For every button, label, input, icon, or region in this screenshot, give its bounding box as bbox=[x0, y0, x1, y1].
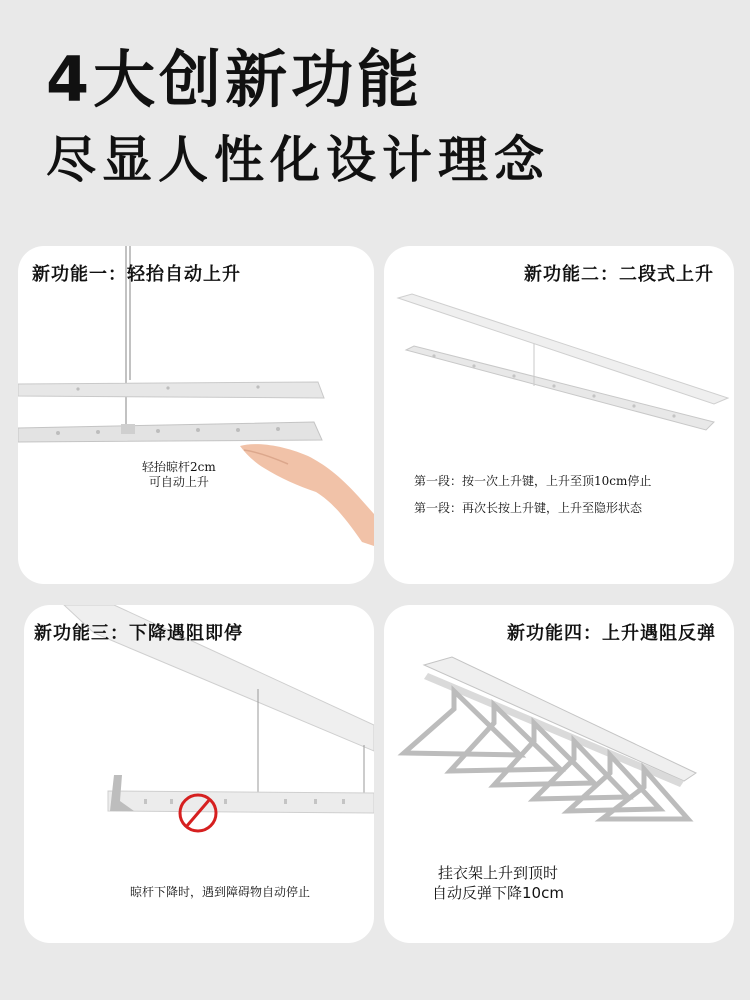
feature-title: 新功能二：二段式上升 bbox=[524, 264, 714, 285]
feature-card-stop-on-obstacle bbox=[24, 605, 374, 943]
feature-caption: 晾杆下降时，遇到障碍物自动停止 bbox=[130, 885, 311, 899]
drying-rack-illustration bbox=[18, 246, 374, 584]
drying-rack-illustration bbox=[384, 246, 734, 584]
feature-title: 新功能四：上升遇阻反弹 bbox=[507, 623, 716, 644]
page-title: 4大创新功能 bbox=[46, 43, 424, 116]
feature-card-rebound-on-lift bbox=[384, 605, 734, 943]
feature-caption-line-2: 第一段：再次长按上升键，上升至隐形状态 bbox=[414, 501, 643, 515]
feature-card-lift-on-touch bbox=[18, 246, 374, 584]
feature-title: 新功能一：轻抬自动上升 bbox=[32, 264, 241, 285]
feature-caption: 挂衣架上升到顶时 自动反弹下降10cm bbox=[432, 864, 564, 902]
page-subtitle: 尽显人性化设计理念 bbox=[46, 131, 550, 189]
feature-caption: 轻抬晾杆2cm 可自动上升 bbox=[142, 460, 216, 489]
feature-caption-line-1: 第一段：按一次上升键，上升至顶10cm停止 bbox=[414, 474, 652, 488]
hand-icon bbox=[240, 444, 374, 546]
feature-card-two-stage-lift bbox=[384, 246, 734, 584]
feature-title: 新功能三：下降遇阻即停 bbox=[34, 623, 243, 644]
